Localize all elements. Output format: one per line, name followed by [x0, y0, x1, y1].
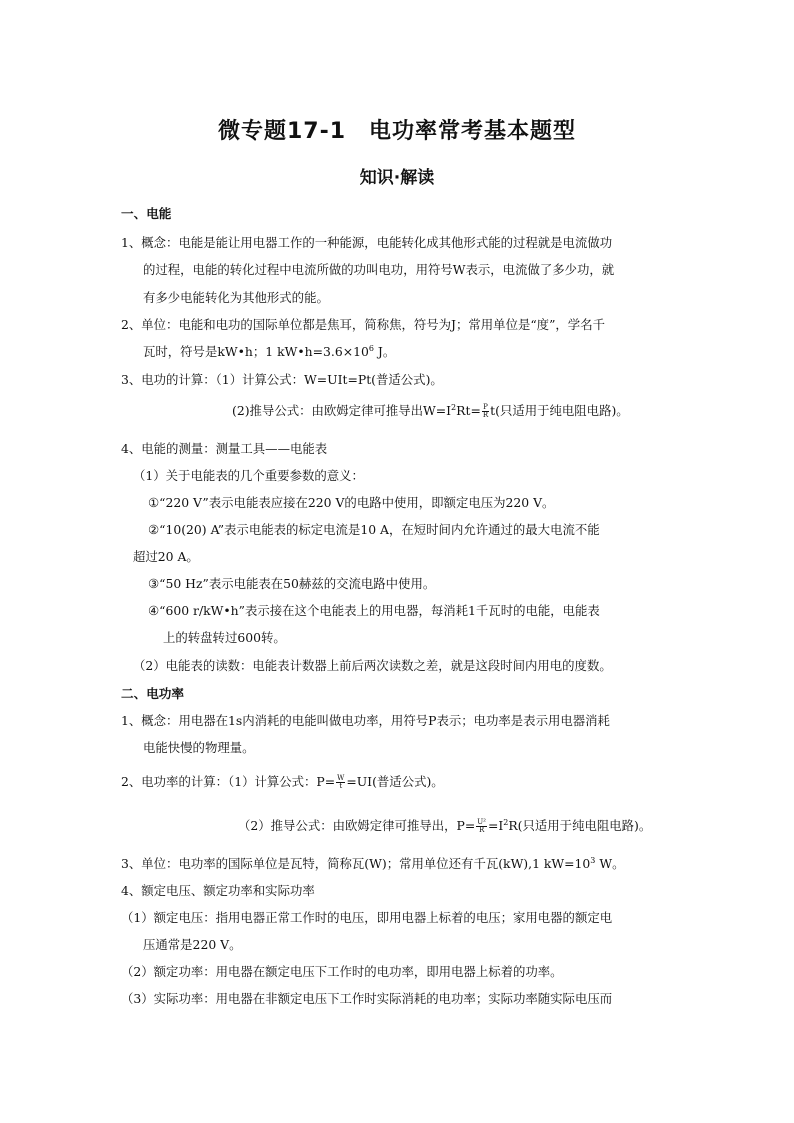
fraction-numerator: W	[337, 774, 345, 782]
meter-heading-line: 4、电能的测量：测量工具——电能表	[121, 441, 328, 456]
power-concept-line: 1、概念：用电器在1s内消耗的电能叫做电功率，用符号P表示；电功率是表示用电器消耗	[121, 713, 610, 728]
energy-concept-line: 的过程，电能的转化过程中电流所做的功叫电功，用符号W表示，电流做了多少功，就	[143, 262, 615, 277]
section-heading-electric-energy: 一、电能	[121, 206, 172, 221]
meter-param-item: ②“10(20) A”表示电能表的标定电流是10 A，在短时间内允许通过的最大电流不能	[148, 522, 600, 537]
power-derived-formula-line	[238, 818, 651, 834]
section-heading-electric-power: 二、电功率	[121, 686, 184, 701]
power-unit-line	[121, 856, 624, 872]
energy-concept-line: 有多少电能转化为其他形式的能。	[143, 290, 329, 305]
fraction-denominator: R	[482, 411, 489, 419]
energy-unit-line: 2、单位：电能和电功的国际单位都是焦耳，简称焦，符号为J；常用单位是“度”，学名千	[121, 317, 605, 332]
text-run: t(只适用于纯电阻电路)。	[490, 403, 629, 418]
meter-param-item: ①“220 V”表示电能表应接在220 V的电路中使用，即额定电压为220 V。	[148, 495, 555, 510]
fraction	[336, 775, 345, 790]
energy-unit-line	[143, 344, 395, 360]
rated-voltage-line: （1）额定电压：指用电器正常工作时的电压，即用电器上标着的电压；家用电器的额定电	[121, 910, 613, 925]
power-formula-line	[121, 774, 444, 790]
fraction-denominator: R	[478, 826, 485, 834]
rated-power-line: （2）额定功率：用电器在额定电压下工作时的电功率，即用电器上标着的功率。	[121, 964, 563, 979]
rated-heading-line: 4、额定电压、额定功率和实际功率	[121, 883, 315, 898]
page-title: 微专题17-1 电功率常考基本题型	[217, 119, 577, 144]
text-run: 3、单位：电功率的国际单位是瓦特，简称瓦(W)；常用单位还有千瓦(kW),1 kW=10	[121, 856, 591, 871]
text-run: Rt=	[456, 403, 481, 418]
superscript: 6	[368, 344, 374, 353]
text-run: =I	[487, 818, 504, 833]
meter-param-item: 超过20 A。	[133, 549, 199, 564]
meter-params-line: （1）关于电能表的几个重要参数的意义：	[133, 468, 364, 483]
superscript: 3	[590, 856, 596, 865]
text-run: =UI(普适公式)。	[346, 774, 444, 789]
text-run: （2）推导公式：由欧姆定律可推导出，P=	[238, 818, 476, 833]
work-formula-line: 3、电功的计算：（1）计算公式：W=UIt=Pt(普适公式)。	[121, 372, 443, 387]
meter-param-item: ④“600 r/kW•h”表示接在这个电能表上的用电器，每消耗1千瓦时的电能，电能表	[148, 603, 600, 618]
meter-param-item: 上的转盘转过600转。	[163, 630, 286, 645]
energy-concept-line: 1、概念：电能是能让用电器工作的一种能源，电能转化成其他形式能的过程就是电流做功	[121, 235, 613, 250]
fraction-denominator: t	[339, 782, 343, 790]
text-run: 瓦时，符号是kW•h；1 kW•h=3.6×10	[143, 344, 369, 359]
power-concept-line: 电能快慢的物理量。	[143, 740, 255, 755]
work-derived-formula-line	[232, 403, 629, 419]
actual-power-line: （3）实际功率：用电器在非额定电压下工作时实际消耗的电功率；实际功率随实际电压而	[121, 991, 613, 1006]
text-run: R(只适用于纯电阻电路)。	[508, 818, 652, 833]
page-subtitle: 知识·解读	[359, 168, 435, 188]
rated-voltage-line: 压通常是220 V。	[143, 937, 242, 952]
fraction	[476, 819, 487, 834]
superscript: 2	[503, 818, 509, 827]
fraction-numerator: P	[483, 403, 488, 411]
text-run: W。	[595, 856, 625, 871]
text-run: J。	[373, 344, 396, 359]
fraction-numerator: U²	[477, 818, 486, 826]
meter-param-item: ③“50 Hz”表示电能表在50赫兹的交流电路中使用。	[148, 576, 436, 591]
fraction	[482, 404, 489, 419]
superscript: 2	[451, 403, 457, 412]
text-run: 2、电功率的计算：（1）计算公式：P=	[121, 774, 336, 789]
text-run: (2)推导公式：由欧姆定律可推导出W=I	[232, 403, 452, 418]
meter-reading-line: （2）电能表的读数：电能表计数器上前后两次读数之差，就是这段时间内用电的度数。	[133, 658, 612, 673]
